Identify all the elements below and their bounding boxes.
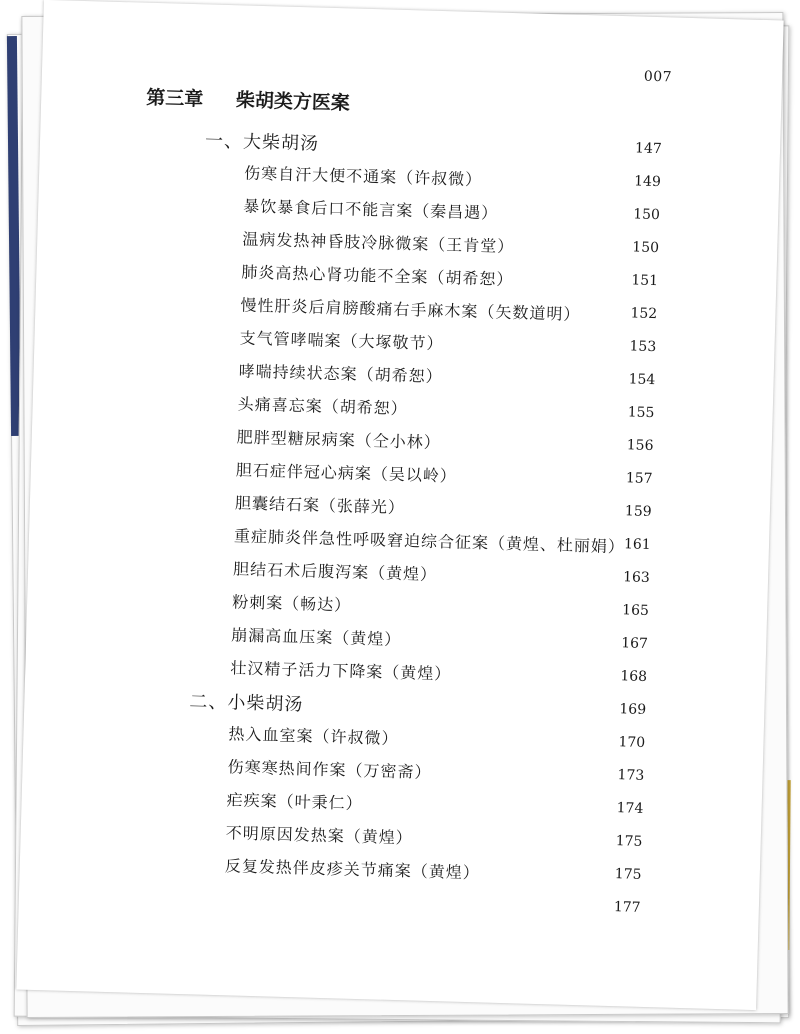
toc-entry xyxy=(243,194,661,224)
toc-entry-title: 不明原因发热案（黄煌） xyxy=(225,823,413,848)
toc-entry xyxy=(232,556,651,586)
toc-page-number: 174 xyxy=(616,800,644,817)
toc-entry-title: 伤寒寒热间作案（万密斋） xyxy=(227,757,432,782)
toc-page-number: 159 xyxy=(624,503,652,521)
toc-page-number: 163 xyxy=(622,569,651,586)
toc-entry-title: 崩漏高血压案（黄煌） xyxy=(231,625,402,650)
chapter-number: 第三章 xyxy=(145,86,204,111)
toc-entry xyxy=(231,622,649,652)
toc-entry-title: 粉刺案（畅达） xyxy=(231,592,352,615)
toc-page-number: 156 xyxy=(626,437,654,455)
toc-page-number: 150 xyxy=(632,239,660,257)
toc-page-number: 168 xyxy=(620,668,648,685)
toc-page-number: 153 xyxy=(629,338,657,356)
toc-entry-title: 慢性肝炎后肩膀酸痛右手麻木案（矢数道明） xyxy=(240,295,581,324)
toc-entry xyxy=(230,655,648,685)
toc-entry-title: 暴饮暴食后口不能言案（秦昌遇） xyxy=(243,196,499,223)
toc-page-number: 150 xyxy=(632,206,661,224)
toc-entry xyxy=(235,457,653,488)
chapter-heading xyxy=(146,83,350,116)
toc-section xyxy=(204,126,662,158)
toc-entry-title: 热入血室案（许叔微） xyxy=(228,724,399,749)
toc-entry-title: 重症肺炎伴急性呼吸窘迫综合征案（黄煌、杜丽娟） xyxy=(233,526,626,557)
toc-page-number: 161 xyxy=(623,536,651,554)
toc-entry xyxy=(240,292,658,324)
page-number: 007 xyxy=(643,68,673,86)
toc-entry-title: 胆结石术后腹泻案（黄煌） xyxy=(232,559,438,585)
toc-page-number: 175 xyxy=(614,866,642,883)
toc-page-number: 151 xyxy=(631,272,659,290)
toc-entry-title: 二、小柴胡汤 xyxy=(189,691,304,716)
toc-page-number: 177 xyxy=(613,899,641,916)
toc-entry xyxy=(226,787,644,817)
document-page xyxy=(16,0,783,1010)
toc-entry-title: 一、大柴胡汤 xyxy=(204,130,320,155)
toc-entry xyxy=(242,226,660,257)
toc-entry xyxy=(228,721,646,751)
toc-page-number: 165 xyxy=(621,602,650,619)
toc-entry xyxy=(227,754,645,784)
toc-entry xyxy=(234,490,652,521)
toc-entry-title: 肺炎高热心肾功能不全案（胡希恕） xyxy=(241,262,514,290)
toc-entry-title: 哮喘持续状态案（胡希恕） xyxy=(238,361,443,387)
toc-entry xyxy=(238,358,656,389)
toc-entry xyxy=(236,424,654,455)
toc-page-number: 152 xyxy=(630,305,658,323)
toc-entry-title: 胆石症伴冠心病案（吴以岭） xyxy=(235,460,458,486)
toc-page-number: 167 xyxy=(621,635,649,652)
toc-entry-title: 头痛喜忘案（胡希恕） xyxy=(237,394,408,419)
toc-entry xyxy=(231,589,650,619)
toc-page-number: 154 xyxy=(628,371,656,389)
toc-page-number: 169 xyxy=(619,701,647,718)
toc-page-number: 147 xyxy=(634,140,662,158)
toc-section xyxy=(189,687,647,718)
toc-entry-title: 支气管哮喘案（大塚敬节） xyxy=(239,328,444,354)
toc-entry-title: 壮汉精子活力下降案（黄煌） xyxy=(230,658,452,684)
toc-entry xyxy=(243,161,662,191)
toc-page-number: 170 xyxy=(618,734,646,751)
toc-entry xyxy=(233,523,651,557)
toc-page-number: 173 xyxy=(617,767,645,784)
toc-entry-title: 胆囊结石案（张薛光） xyxy=(234,493,406,518)
toc-entry xyxy=(225,820,643,850)
toc-entry xyxy=(224,853,642,883)
toc-entry xyxy=(239,325,657,356)
toc-entry-title: 疟疾案（叶秉仁） xyxy=(226,790,363,814)
toc-entry-title: 肥胖型糖尿病案（仝小林） xyxy=(236,427,442,453)
toc-entry-title: 温病发热神昏肢冷脉微案（王肯堂） xyxy=(242,229,515,257)
toc-entry-title: 伤寒自汗大便不通案（许叔微） xyxy=(243,163,483,190)
toc-page-number: 155 xyxy=(627,404,655,422)
toc-page-number: 149 xyxy=(633,173,662,191)
toc-entry xyxy=(237,391,655,422)
toc-page-number: 157 xyxy=(625,470,653,488)
toc-entry-title: 反复发热伴皮疹关节痛案（黄煌） xyxy=(224,856,481,883)
chapter-title: 柴胡类方医案 xyxy=(235,89,351,115)
toc-page-number: 175 xyxy=(615,833,643,850)
toc-entry xyxy=(241,259,659,290)
